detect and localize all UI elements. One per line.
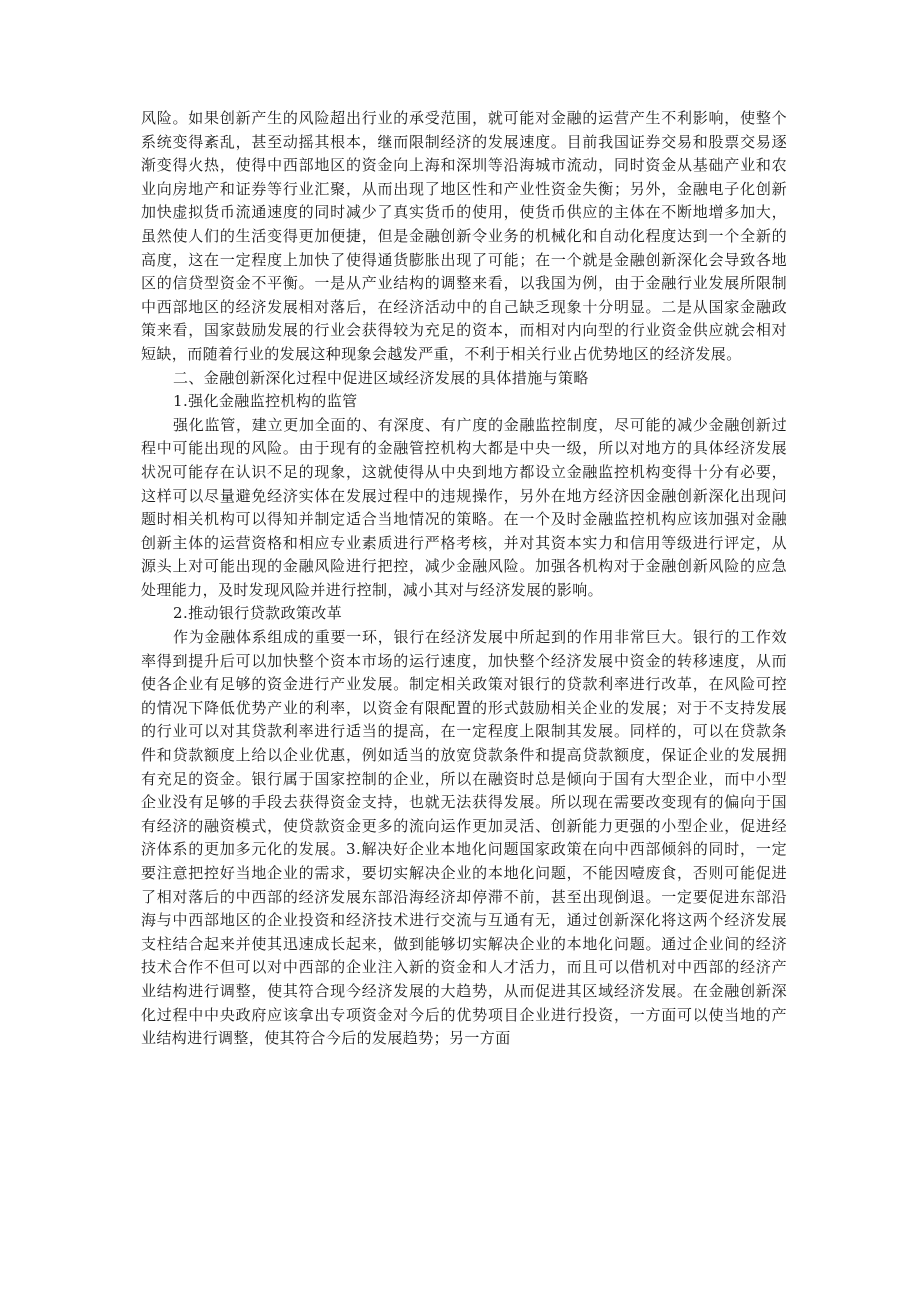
section-heading: 二、金融创新深化过程中促进区域经济发展的具体措施与策略 [173,368,589,387]
subheading-bank-loan-reform: 2.推动银行贷款政策改革 [173,604,343,623]
subheading-supervision: 1.强化金融监控机构的监管 [173,392,358,411]
paragraph-bank-loan-reform: 作为金融体系组成的重要一环，银行在经济发展中所起到的作用非常巨大。银行的工作效率得到提升后可以加快整个资本市场的运行速度，加快整个经济发展中资金的转移速度，从而使各企业有足够的资金进行产业发展。制定相关政策对银行的贷款利率进行改革，在风险可控的情况下降低优势产业的利率，以资金有限配置的形式鼓励相关企业的发展；对于不支持发展的行业可以对其贷款利率进行适当的提高，在一定程度上限制其发展。同样的，可以在贷款条件和贷款额度上给以企业优惠，例如适当的放宽贷款条件和提高贷款额度，保证企业的发展拥有充足的资金。银行属于国家控制的企业，所以在融资时总是倾向于国有大型企业，而中小型企业没有足够的手段去获得资金支持，也就无法获得发展。所以现在需要改变现有的偏向于国有经济的融资模式，使贷款资金更多的流向运作更加灵活、创新能力更强的小型企业，促进经济体系的更加多元化的发展。3.解决好企业本地化问题国家政策在向中西部倾斜的同时，一定要注意把控好当地企业的需求，要切实解决企业的本地化问题，不能因噎废食，否则可能促进了相对落后的中西部的经济发展东部沿海经济却停滞不前，甚至出现倒退。一定要促进东部沿海与中西部地区的企业投资和经济技术进行交流与互通有无，通过创新深化将这两个经济发展支柱结合起来并使其迅速成长起来，做到能够切实解决企业的本地化问题。通过企业间的经济技术合作不但可以对中西部的企业注入新的资金和人才活力，而且可以借机对中西部的经济产业结构进行调整，使其符合现今经济发展的大趋势，从而促进其区域经济发展。在金融创新深化过程中中央政府应该拿出专项资金对今后的优势项目企业进行投资，一方面可以使当地的产业结构进行调整，使其符合今后的发展趋势；另一方面 [141,628,787,1048]
paragraph-supervision: 强化监管，建立更加全面的、有深度、有广度的金融监控制度，尽可能的减少金融创新过程中可能出现的风险。由于现有的金融管控机构大都是中央一级，所以对地方的具体经济发展状况可能存在认识不足的现象，这就使得从中央到地方都设立金融监控机构变得十分有必要，这样可以尽量避免经济实体在发展过程中的违规操作，另外在地方经济因金融创新深化出现问题时相关机构可以得知并制定适合当地情况的策略。在一个及时金融监控机构应该加强对金融创新主体的运营资格和相应专业素质进行严格考核，并对其资本实力和信用等级进行评定，从源头上对可能出现的金融风险进行把控，减少金融风险。加强各机构对于金融创新风险的应急处理能力，及时发现风险并进行控制，减小其对与经济发展的影响。 [141,415,787,599]
paragraph-risk-analysis: 风险。如果创新产生的风险超出行业的承受范围，就可能对金融的运营产生不利影响，使整个系统变得紊乱，甚至动摇其根本，继而限制经济的发展速度。目前我国证券交易和股票交易逐渐变得火热，使得中西部地区的资金向上海和深圳等沿海城市流动，同时资金从基础产业和农业向房地产和证券等行业汇聚，从而出现了地区性和产业性资金失衡；另外，金融电子化创新加快虚拟货币流通速度的同时减少了真实货币的使用，使货币供应的主体在不断地增多加大，虽然使人们的生活变得更加便捷，但是金融创新令业务的机械化和自动化程度达到一个全新的高度，这在一定程度上加快了使得通货膨胀出现了可能；在一个就是金融创新深化会导致各地区的信贷型资金不平衡。一是从产业结构的调整来看，以我国为例，由于金融行业发展所限制中西部地区的经济发展相对落后，在经济活动中的自己缺乏现象十分明显。二是从国家金融政策来看，国家鼓励发展的行业会获得较为充足的资本，而相对内向型的行业资金供应就会相对短缺，而随着行业的发展这种现象会越发严重，不利于相关行业占优势地区的经济发展。 [141,109,787,363]
document-page [141,107,787,1051]
